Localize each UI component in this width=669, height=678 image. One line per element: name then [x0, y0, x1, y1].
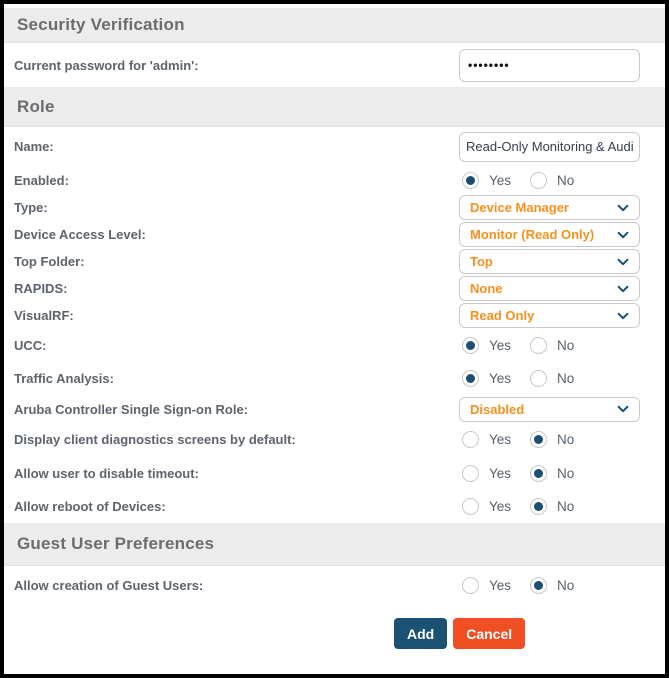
- section-header-security-verification: [4, 8, 665, 43]
- device-access-level-label: Device Access Level:: [14, 227, 146, 242]
- display-client-diagnostics-radio-group: [462, 431, 665, 448]
- form-row-visualrf: [4, 302, 665, 329]
- add-button[interactable]: Add: [394, 618, 447, 649]
- traffic-analysis-no-radio[interactable]: [530, 370, 547, 387]
- no-option-label: No: [557, 338, 575, 353]
- form-row-allow-disable-timeout: [4, 456, 665, 490]
- form-row-enabled: [4, 166, 665, 194]
- allow-reboot-radio-group: [462, 498, 665, 515]
- traffic-analysis-radio-group: [462, 370, 665, 387]
- ucc-yes-radio[interactable]: [462, 337, 479, 354]
- rapids-label: RAPIDS:: [14, 281, 68, 296]
- chevron-down-icon: [616, 228, 630, 242]
- allow-reboot-no-radio[interactable]: [530, 498, 547, 515]
- rapids-select-value: None: [470, 281, 503, 296]
- yes-option-label: Yes: [489, 465, 512, 481]
- traffic-analysis-yes-radio[interactable]: [462, 370, 479, 387]
- top-folder-select-value: Top: [470, 254, 493, 269]
- allow-guest-creation-radio-group: [462, 577, 665, 594]
- no-option-label: No: [557, 499, 575, 514]
- allow-disable-timeout-radio-group: [462, 465, 665, 482]
- name-input[interactable]: [459, 132, 640, 162]
- visualrf-select[interactable]: [459, 303, 640, 328]
- allow-guest-creation-no-radio[interactable]: [530, 577, 547, 594]
- form-row-top-folder: [4, 248, 665, 275]
- form-row-traffic-analysis: [4, 362, 665, 395]
- enabled-label: Enabled:: [14, 172, 69, 188]
- no-option-label: No: [557, 465, 575, 481]
- section-header-role: [4, 87, 665, 127]
- enabled-yes-radio[interactable]: [462, 172, 479, 189]
- device-access-level-select[interactable]: [459, 222, 640, 247]
- current-password-input[interactable]: [459, 49, 640, 82]
- current-password-label: Current password for 'admin':: [14, 57, 199, 73]
- form-row-allow-guest-creation: [4, 566, 665, 604]
- no-option-label: No: [557, 432, 575, 447]
- type-select[interactable]: [459, 195, 640, 220]
- allow-guest-creation-yes-radio[interactable]: [462, 577, 479, 594]
- aruba-sso-role-select-value: Disabled: [470, 401, 525, 417]
- yes-option-label: Yes: [489, 432, 512, 447]
- section-title: Security Verification: [17, 15, 185, 34]
- form-row-type: [4, 194, 665, 221]
- form-row-name: [4, 127, 665, 166]
- device-access-level-select-value: Monitor (Read Only): [470, 227, 595, 242]
- form-row-aruba-sso-role: [4, 395, 665, 423]
- allow-disable-timeout-no-radio[interactable]: [530, 465, 547, 482]
- chevron-down-icon: [616, 309, 630, 323]
- chevron-down-icon: [616, 282, 630, 296]
- traffic-analysis-label: Traffic Analysis:: [14, 371, 114, 386]
- section-title: Role: [17, 96, 55, 116]
- name-label: Name:: [14, 139, 54, 154]
- form-row-display-client-diagnostics: [4, 423, 665, 456]
- yes-option-label: Yes: [489, 577, 512, 593]
- enabled-radio-group: [462, 172, 665, 189]
- no-option-label: No: [557, 577, 575, 593]
- form-row-ucc: [4, 329, 665, 362]
- enabled-no-radio[interactable]: [530, 172, 547, 189]
- aruba-sso-role-label: Aruba Controller Single Sign-on Role:: [14, 401, 248, 417]
- ucc-radio-group: [462, 337, 665, 354]
- yes-option-label: Yes: [489, 338, 512, 353]
- type-label: Type:: [14, 200, 48, 215]
- form-row-allow-reboot: [4, 490, 665, 523]
- yes-option-label: Yes: [489, 371, 512, 386]
- type-select-value: Device Manager: [470, 200, 569, 215]
- ucc-no-radio[interactable]: [530, 337, 547, 354]
- no-option-label: No: [557, 172, 575, 188]
- allow-disable-timeout-yes-radio[interactable]: [462, 465, 479, 482]
- top-folder-label: Top Folder:: [14, 254, 85, 269]
- display-client-diagnostics-no-radio[interactable]: [530, 431, 547, 448]
- yes-option-label: Yes: [489, 499, 512, 514]
- visualrf-select-value: Read Only: [470, 308, 535, 323]
- form-row-device-access-level: [4, 221, 665, 248]
- no-option-label: No: [557, 371, 575, 386]
- section-header-guest-user-preferences: [4, 523, 665, 566]
- chevron-down-icon: [616, 201, 630, 215]
- aruba-sso-role-select[interactable]: [459, 397, 640, 422]
- allow-reboot-yes-radio[interactable]: [462, 498, 479, 515]
- allow-guest-creation-label: Allow creation of Guest Users:: [14, 577, 204, 593]
- cancel-button[interactable]: Cancel: [453, 618, 525, 649]
- allow-disable-timeout-label: Allow user to disable timeout:: [14, 465, 199, 481]
- rapids-select[interactable]: [459, 276, 640, 301]
- display-client-diagnostics-yes-radio[interactable]: [462, 431, 479, 448]
- display-client-diagnostics-label: Display client diagnostics screens by default:: [14, 432, 296, 447]
- allow-reboot-label: Allow reboot of Devices:: [14, 499, 166, 514]
- yes-option-label: Yes: [489, 172, 512, 188]
- form-row-current-password: [4, 43, 665, 87]
- top-folder-select[interactable]: [459, 249, 640, 274]
- form-row-rapids: [4, 275, 665, 302]
- visualrf-label: VisualRF:: [14, 308, 74, 323]
- chevron-down-icon: [616, 402, 630, 416]
- section-title: Guest User Preferences: [17, 534, 215, 553]
- form-actions: [4, 618, 665, 649]
- chevron-down-icon: [616, 255, 630, 269]
- ucc-label: UCC:: [14, 338, 47, 353]
